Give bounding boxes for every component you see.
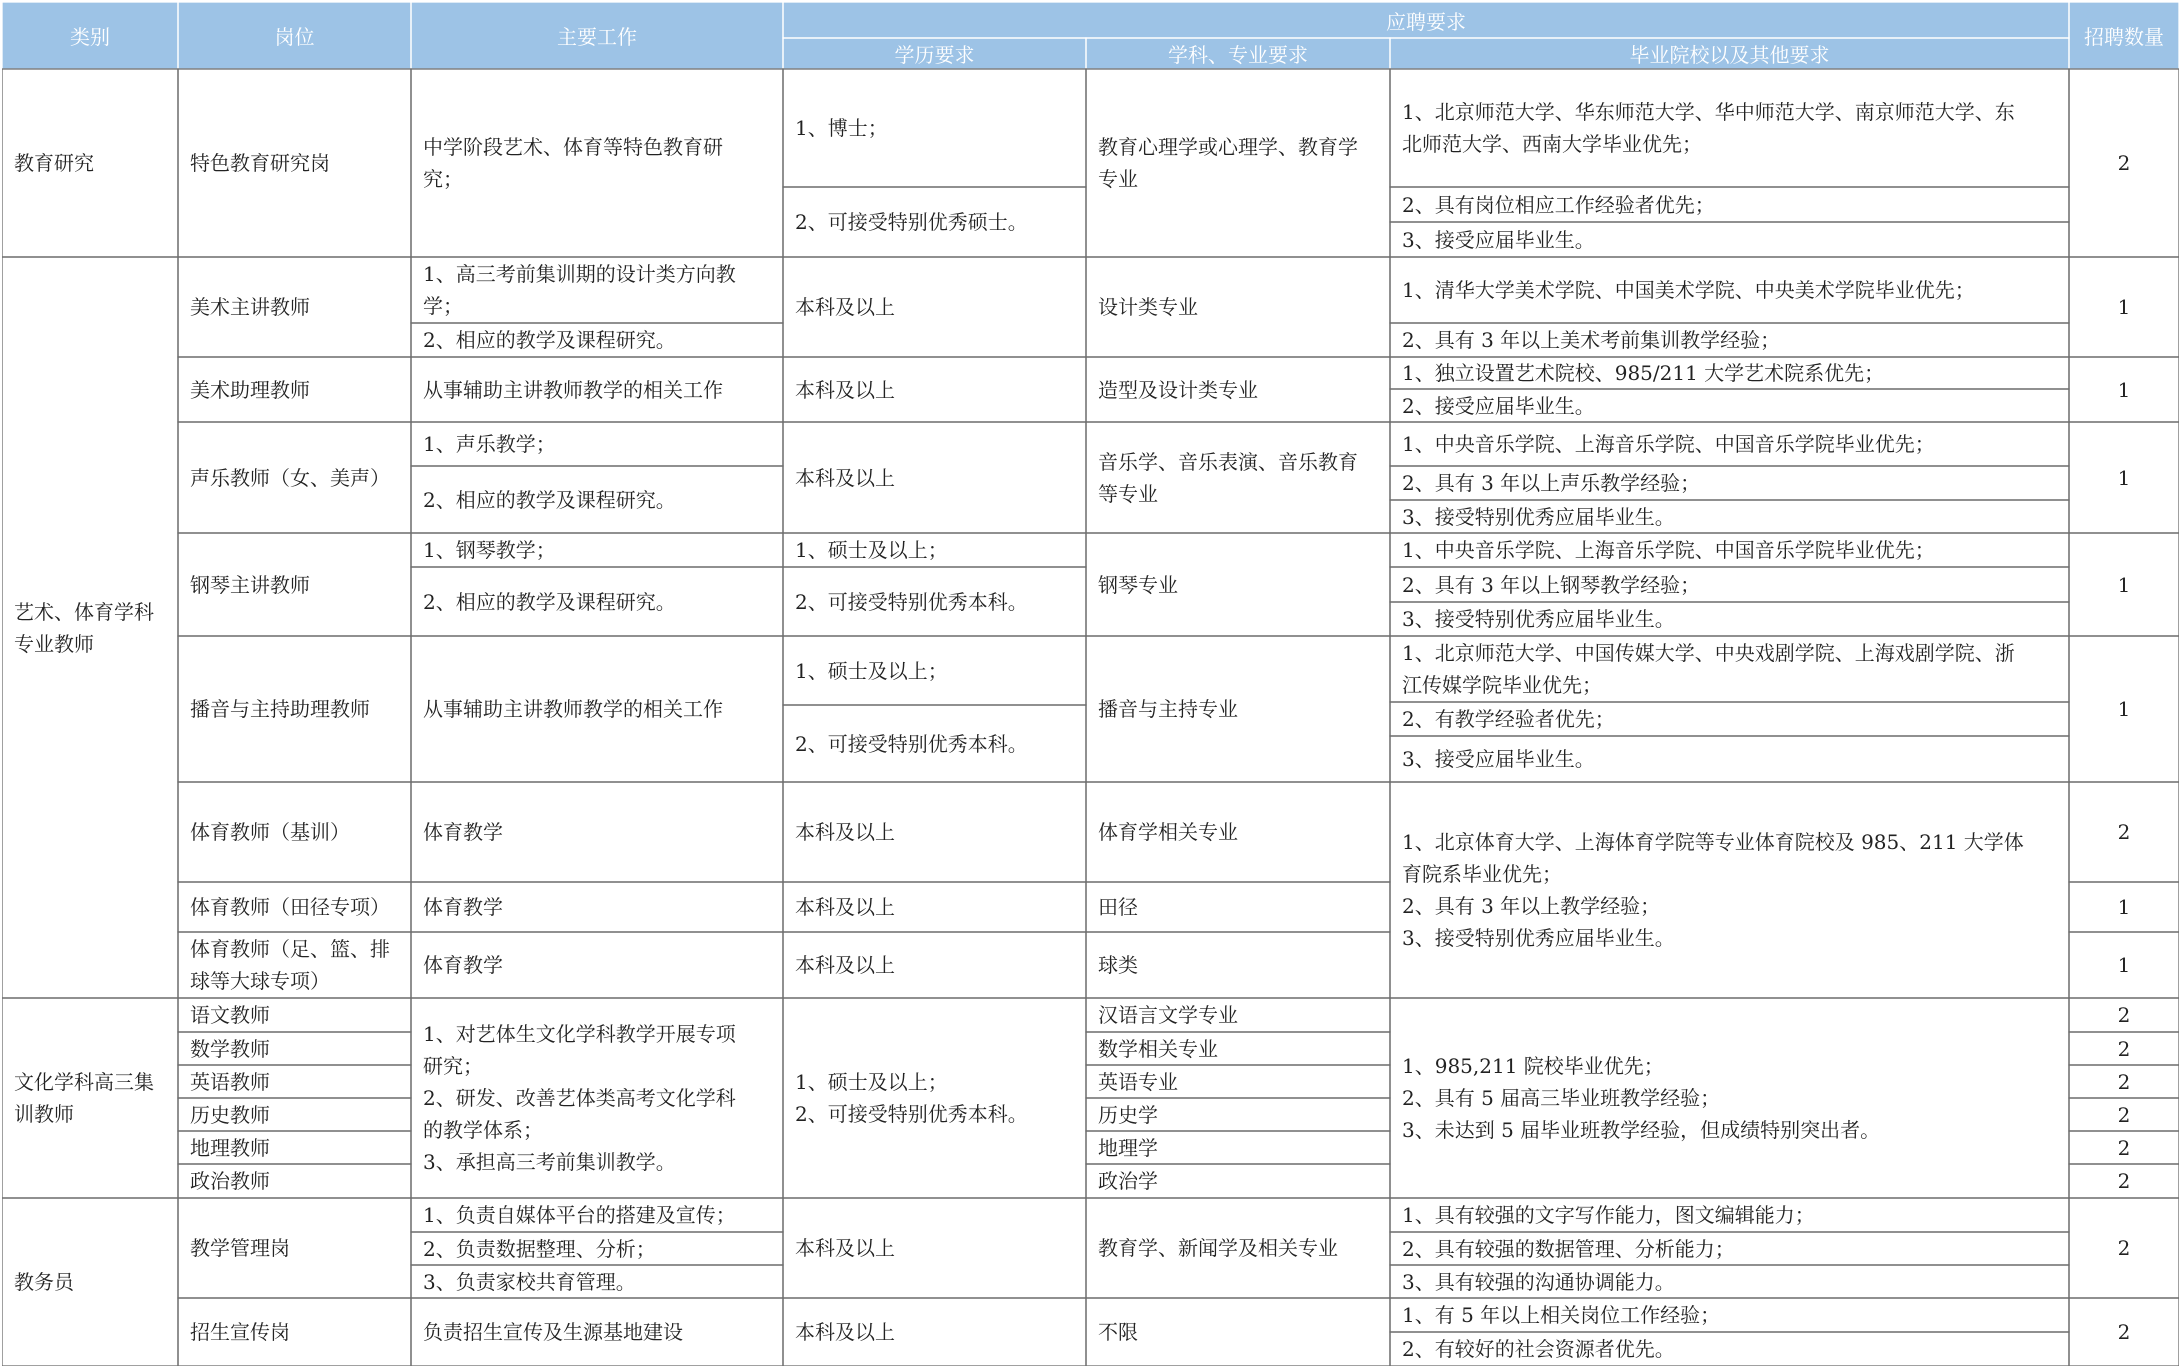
position-cell: 招生宣传岗 [190, 1320, 290, 1344]
work-cell: 负责招生宣传及生源基地建设 [423, 1320, 683, 1344]
recruitment-table [2, 2, 2179, 1366]
work-cell: 体育教学 [423, 895, 503, 919]
education-cell: 1、硕士及以上； [795, 658, 948, 683]
other-requirement-cell: 3、接受特别优秀应届毕业生。 [1402, 607, 1675, 631]
quota-cell: 2 [2117, 820, 2131, 844]
major-cell: 钢琴专业 [1098, 572, 1178, 597]
position-cell: 教学管理岗 [190, 1236, 290, 1260]
work-cell: 中学阶段艺术、体育等特色教育研 究； [423, 135, 723, 191]
other-requirement-cell: 2、具有 3 年以上美术考前集训教学经验； [1402, 328, 1781, 352]
major-cell: 地理学 [1098, 1135, 1158, 1160]
major-cell: 播音与主持专业 [1098, 697, 1238, 721]
other-requirement-cell: 1、中央音乐学院、上海音乐学院、中国音乐学院毕业优先； [1402, 538, 1935, 562]
category-arts: 艺术、体育学科 专业教师 [14, 599, 154, 656]
position-cell: 美术助理教师 [190, 377, 310, 402]
major-cell: 汉语言文学专业 [1098, 1003, 1238, 1027]
header-quota: 招聘数量 [2084, 25, 2164, 49]
work-cell: 1、声乐教学； [423, 432, 556, 456]
other-requirement-cell: 1、北京师范大学、中国传媒大学、中央戏剧学院、上海戏剧学院、浙 江传媒学院毕业优先； [1402, 641, 2015, 697]
quota-cell: 2 [2117, 1069, 2131, 1094]
position-cell: 声乐教师（女、美声） [190, 465, 390, 490]
other-requirement-cell: 2、具有岗位相应工作经验者优先； [1402, 192, 1715, 217]
quota-cell: 1 [2117, 895, 2131, 919]
quota-cell: 1 [2117, 295, 2131, 319]
position-cell: 播音与主持助理教师 [190, 697, 370, 721]
major-cell: 体育学相关专业 [1098, 820, 1238, 844]
quota-cell: 1 [2117, 572, 2131, 597]
education-cell: 1、博士； [795, 116, 888, 140]
other-requirement-cell: 1、独立设置艺术院校、985/211 大学艺术院系优先； [1402, 361, 1885, 385]
major-cell: 英语专业 [1098, 1069, 1178, 1094]
header-requirements: 应聘要求 [1386, 9, 1466, 34]
education-cell: 本科及以上 [795, 1236, 895, 1260]
other-requirement-cell: 1、北京师范大学、华东师范大学、华中师范大学、南京师范大学、东 北师范大学、西南大学毕业优先； [1402, 100, 2015, 156]
work-cell: 从事辅助主讲教师教学的相关工作 [423, 697, 723, 721]
work-cell: 3、负责家校共育管理。 [423, 1269, 636, 1294]
position-cell: 数学教师 [190, 1036, 270, 1061]
quota-cell: 2 [2117, 151, 2131, 175]
major-cell: 政治学 [1098, 1169, 1158, 1193]
other-requirement-cell: 1、清华大学美术学院、中国美术学院、中央美术学院毕业优先； [1402, 278, 1975, 302]
position-cell: 体育教师（基训） [190, 820, 350, 844]
other-requirement-cell: 2、有较好的社会资源者优先。 [1402, 1337, 1675, 1361]
major-cell: 教育学、新闻学及相关专业 [1098, 1236, 1338, 1260]
position-cell: 英语教师 [190, 1069, 270, 1094]
education-cell: 本科及以上 [795, 895, 895, 919]
position-cell: 特色教育研究岗 [190, 151, 330, 175]
quota-cell: 2 [2117, 1003, 2131, 1027]
education-cell: 本科及以上 [795, 295, 895, 319]
header-main-work: 主要工作 [557, 25, 637, 49]
quota-cell: 1 [2117, 697, 2131, 721]
work-cell: 2、相应的教学及课程研究。 [423, 328, 676, 352]
header-education: 学历要求 [894, 43, 975, 67]
major-cell: 教育心理学或心理学、教育学 专业 [1098, 135, 1358, 191]
position-cell: 体育教师（足、篮、排 球等大球专项） [190, 937, 390, 993]
quota-cell: 2 [2117, 1036, 2131, 1061]
other-requirement-cell: 2、具有较强的数据管理、分析能力； [1402, 1236, 1735, 1261]
other-requirement-cell: 1、北京体育大学、上海体育学院等专业体育院校及 985、211 大学体 育院系毕业优先； 2、具有 3 年以上教学经验； 3、接受特别优秀应届毕业生。 [1402, 830, 2024, 950]
education-cell: 2、可接受特别优秀本科。 [795, 731, 1028, 756]
quota-cell: 1 [2117, 953, 2131, 977]
other-requirement-cell: 1、有 5 年以上相关岗位工作经验； [1402, 1303, 1721, 1327]
header-major: 学科、专业要求 [1168, 43, 1308, 67]
major-cell: 设计类专业 [1098, 295, 1198, 319]
education-cell: 1、硕士及以上； [795, 538, 948, 562]
other-requirement-cell: 1、中央音乐学院、上海音乐学院、中国音乐学院毕业优先； [1402, 432, 1935, 456]
major-cell: 不限 [1098, 1320, 1138, 1344]
position-cell: 美术主讲教师 [190, 295, 310, 319]
major-cell: 田径 [1098, 895, 1138, 919]
category-culture: 文化学科高三集 训教师 [14, 1070, 154, 1126]
major-cell: 数学相关专业 [1098, 1036, 1218, 1061]
major-cell: 造型及设计类专业 [1098, 377, 1258, 402]
quota-cell: 2 [2117, 1320, 2131, 1344]
education-cell: 2、可接受特别优秀硕士。 [795, 210, 1028, 234]
education-cell: 本科及以上 [795, 820, 895, 844]
header-school-other: 毕业院校以及其他要求 [1629, 43, 1830, 67]
other-requirement-cell: 1、具有较强的文字写作能力，图文编辑能力； [1402, 1203, 1815, 1227]
education-cell: 本科及以上 [795, 465, 895, 490]
other-requirement-cell: 3、接受应届毕业生。 [1402, 747, 1595, 771]
other-requirement-cell: 3、具有较强的沟通协调能力。 [1402, 1269, 1675, 1294]
header-category: 类别 [70, 25, 110, 49]
work-cell: 体育教学 [423, 820, 503, 844]
other-requirement-cell: 2、具有 3 年以上钢琴教学经验； [1402, 572, 1701, 597]
quota-cell: 2 [2117, 1102, 2131, 1127]
other-requirement-cell: 3、接受特别优秀应届毕业生。 [1402, 504, 1675, 529]
education-cell: 1、硕士及以上； 2、可接受特别优秀本科。 [795, 1070, 1028, 1126]
position-cell: 历史教师 [190, 1102, 270, 1127]
category-admin: 教务员 [14, 1270, 74, 1294]
work-cell: 2、相应的教学及课程研究。 [423, 487, 676, 512]
education-cell: 本科及以上 [795, 1320, 895, 1344]
category-research: 教育研究 [14, 151, 94, 175]
position-cell: 政治教师 [190, 1169, 270, 1193]
education-cell: 2、可接受特别优秀本科。 [795, 589, 1028, 614]
header-position: 岗位 [274, 25, 315, 49]
work-cell: 2、相应的教学及课程研究。 [423, 589, 676, 614]
position-cell: 语文教师 [190, 1003, 270, 1027]
work-cell: 1、钢琴教学； [423, 538, 556, 562]
position-cell: 地理教师 [190, 1135, 270, 1160]
work-cell: 从事辅助主讲教师教学的相关工作 [423, 377, 723, 402]
major-cell: 球类 [1098, 953, 1138, 977]
other-requirement-cell: 2、接受应届毕业生。 [1402, 393, 1595, 418]
position-cell: 钢琴主讲教师 [190, 572, 310, 597]
major-cell: 历史学 [1098, 1102, 1158, 1127]
work-cell: 1、对艺体生文化学科教学开展专项 研究； 2、研发、改善艺体类高考文化学科 的教学体系； 3、承担高三考前集训教学。 [423, 1022, 736, 1174]
quota-cell: 2 [2117, 1135, 2131, 1160]
education-cell: 本科及以上 [795, 953, 895, 977]
work-cell: 2、负责数据整理、分析； [423, 1236, 656, 1261]
other-requirement-cell: 3、接受应届毕业生。 [1402, 227, 1595, 252]
quota-cell: 1 [2117, 377, 2131, 402]
other-requirement-cell: 2、具有 3 年以上声乐教学经验； [1402, 471, 1701, 495]
other-requirement-cell: 1、985,211 院校毕业优先； 2、具有 5 届高三毕业班教学经验； 3、未达到 5 届毕业班教学经验，但成绩特别突出者。 [1402, 1054, 1881, 1142]
major-cell: 音乐学、音乐表演、音乐教育 等专业 [1098, 449, 1358, 506]
work-cell: 1、负责自媒体平台的搭建及宣传； [423, 1203, 736, 1227]
other-requirement-cell: 2、有教学经验者优先； [1402, 707, 1615, 731]
quota-cell: 2 [2117, 1169, 2131, 1193]
work-cell: 体育教学 [423, 953, 503, 977]
quota-cell: 1 [2117, 465, 2131, 490]
position-cell: 体育教师（田径专项） [190, 895, 390, 919]
quota-cell: 2 [2117, 1236, 2131, 1260]
education-cell: 本科及以上 [795, 377, 895, 402]
work-cell: 1、高三考前集训期的设计类方向教 学； [423, 262, 736, 318]
